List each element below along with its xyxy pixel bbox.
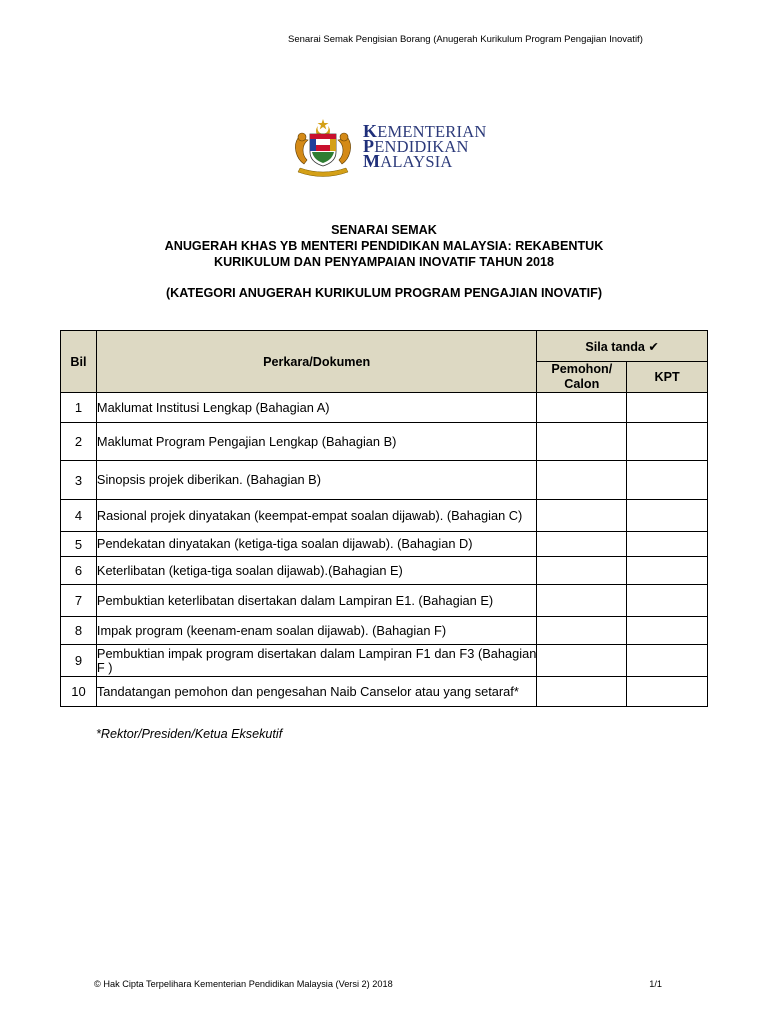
checkbox-pemohon[interactable]: [537, 500, 627, 532]
table-row: [61, 461, 708, 500]
table-row: [61, 393, 708, 423]
row-number: 10: [61, 677, 97, 707]
header-document: Perkara/Dokumen: [96, 331, 536, 393]
logo-line3-initial: M: [363, 151, 381, 171]
table-row: [61, 677, 708, 707]
logo-line1-initial: K: [363, 121, 378, 141]
logo-line2: ENDIDIKAN: [374, 137, 469, 156]
checklist-table: [60, 330, 708, 707]
checkbox-kpt[interactable]: [627, 645, 708, 677]
row-number: 9: [61, 645, 97, 677]
checkbox-kpt[interactable]: [627, 677, 708, 707]
header-bil: Bil: [61, 331, 97, 393]
table-row: [61, 423, 708, 461]
title-line-2: ANUGERAH KHAS YB MENTERI PENDIDIKAN MALAYSIA: REKABENTUK: [164, 239, 604, 253]
checkbox-pemohon[interactable]: [537, 557, 627, 585]
checkbox-kpt[interactable]: [627, 532, 708, 557]
logo-line1: EMENTERIAN: [377, 122, 487, 141]
row-item: Tandatangan pemohon dan pengesahan Naib Canselor atau yang setaraf*: [96, 677, 536, 707]
row-item: Pembuktian keterlibatan disertakan dalam Lampiran E1. (Bahagian E): [96, 585, 536, 617]
logo-line3: ALAYSIA: [380, 152, 453, 171]
checkbox-pemohon[interactable]: [537, 585, 627, 617]
checkbox-kpt[interactable]: [627, 393, 708, 423]
row-item: Impak program (keenam-enam soalan dijawab). (Bahagian F): [96, 617, 536, 645]
row-item: Rasional projek dinyatakan (keempat-empat soalan dijawab). (Bahagian C): [96, 500, 536, 532]
checkbox-kpt[interactable]: [627, 461, 708, 500]
row-number: 6: [61, 557, 97, 585]
logo-line2-initial: P: [363, 136, 375, 156]
table-row: [61, 617, 708, 645]
row-number: 3: [61, 461, 97, 500]
table-row: [61, 532, 708, 557]
checkbox-pemohon[interactable]: [537, 617, 627, 645]
row-item: Maklumat Program Pengajian Lengkap (Bahagian B): [96, 423, 536, 461]
coat-of-arms-icon: [290, 118, 356, 180]
table-row: [61, 557, 708, 585]
checkbox-pemohon[interactable]: [537, 423, 627, 461]
header-kpt: KPT: [627, 362, 708, 393]
row-item: Keterlibatan (ketiga-tiga soalan dijawab).(Bahagian E): [96, 557, 536, 585]
checkbox-kpt[interactable]: [627, 557, 708, 585]
header-pemohon: Pemohon/ Calon: [537, 362, 627, 393]
title-line-3: KURIKULUM DAN PENYAMPAIAN INOVATIF TAHUN 2018: [213, 255, 555, 269]
row-number: 4: [61, 500, 97, 532]
header-sila-tanda: Sila tanda ✔: [537, 331, 708, 362]
document-title: [0, 222, 768, 301]
checkbox-pemohon[interactable]: [537, 532, 627, 557]
page-header: Senarai Semak Pengisian Borang (Anugerah Kurikulum Program Pengajian Inovatif): [288, 34, 643, 45]
row-number: 1: [61, 393, 97, 423]
checkbox-kpt[interactable]: [627, 500, 708, 532]
checkbox-kpt[interactable]: [627, 585, 708, 617]
checkbox-kpt[interactable]: [627, 423, 708, 461]
checkbox-pemohon[interactable]: [537, 645, 627, 677]
footnote: *Rektor/Presiden/Ketua Eksekutif: [96, 727, 283, 741]
row-item: Sinopsis projek diberikan. (Bahagian B): [96, 461, 536, 500]
row-number: 7: [61, 585, 97, 617]
checkbox-kpt[interactable]: [627, 617, 708, 645]
row-item: Pendekatan dinyatakan (ketiga-tiga soalan dijawab). (Bahagian D): [96, 532, 536, 557]
table-row: [61, 585, 708, 617]
copyright-text: © Hak Cipta Terpelihara Kementerian Pendidikan Malaysia (Versi 2) 2018: [94, 979, 393, 989]
title-category: (KATEGORI ANUGERAH KURIKULUM PROGRAM PENGAJIAN INOVATIF): [165, 286, 603, 300]
row-item: Pembuktian impak program disertakan dalam Lampiran F1 dan F3 (Bahagian F ): [96, 645, 537, 675]
ministry-logo: [290, 118, 500, 180]
row-number: 8: [61, 617, 97, 645]
page-footer: [94, 979, 662, 989]
row-number: 2: [61, 423, 97, 461]
checkbox-pemohon[interactable]: [537, 677, 627, 707]
checkbox-pemohon[interactable]: [537, 393, 627, 423]
table-row: [61, 500, 708, 532]
title-line-1: SENARAI SEMAK: [331, 223, 437, 237]
checkbox-pemohon[interactable]: [537, 461, 627, 500]
table-row: [61, 645, 708, 677]
page-number: 1/1: [649, 979, 662, 989]
row-item: Maklumat Institusi Lengkap (Bahagian A): [96, 393, 536, 423]
row-number: 5: [61, 532, 97, 557]
